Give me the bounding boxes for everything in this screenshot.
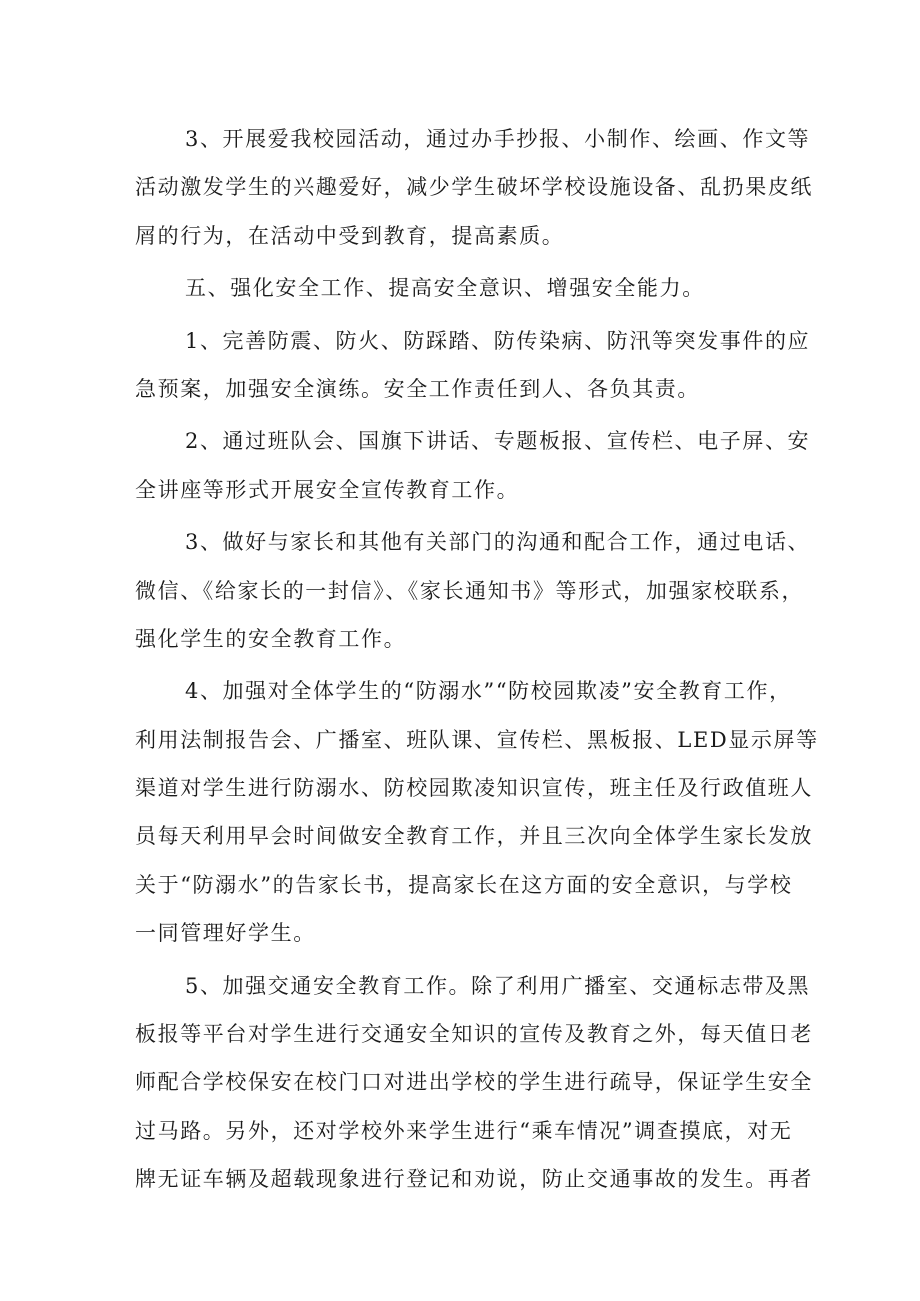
text-line: 利用法制报告会、广播室、班队课、宣传栏、黑板报、LED显示屏等 (135, 727, 819, 752)
text-line: 过马路。另外，还对学校外来学生进行“乘车情况”调查摸底，对无 (135, 1118, 793, 1143)
text-line: 急预案，加强安全演练。安全工作责任到人、各负其责。 (135, 376, 700, 401)
paragraph-item-4 (135, 667, 819, 957)
section-heading-five (135, 264, 795, 312)
paragraph-item-3 (135, 518, 811, 663)
text-line: 关于“防溺水”的告家长书，提高家长在这方面的安全意识，与学校 (135, 872, 793, 897)
paragraph-activities (135, 115, 813, 260)
text-line: 3、做好与家长和其他有关部门的沟通和配合工作，通过电话、 (185, 530, 811, 555)
text-line: 3、开展爱我校园活动，通过办手抄报、小制作、绘画、作文等 (185, 127, 811, 151)
text-line: 屑的行为，在活动中受到教育，提高素质。 (135, 223, 565, 248)
paragraph-item-5 (135, 962, 813, 1204)
text-line: 2、通过班队会、国旗下讲话、专题板报、宣传栏、电子屏、安 (185, 429, 811, 454)
text-line: 强化学生的安全教育工作。 (135, 626, 407, 651)
section-heading-text: 五、强化安全工作、提高安全意识、增强安全能力。 (185, 276, 705, 301)
text-line: 微信、《给家长的一封信》、《家长通知书》等形式，加强家校联系， (135, 578, 805, 603)
text-line: 活动激发学生的兴趣爱好，减少学生破坏学校设施设备、乱扔果皮纸 (135, 175, 813, 200)
text-line: 5、加强交通安全教育工作。除了利用广播室、交通标志带及黑 (185, 973, 811, 998)
text-line: 牌无证车辆及超载现象进行登记和劝说，防止交通事故的发生。再者 (135, 1167, 813, 1192)
text-line: 一同管理好学生。 (135, 921, 316, 946)
text-line: 员每天利用早会时间做安全教育工作，并且三次向全体学生家长发放 (135, 824, 813, 849)
text-line: 板报等平台对学生进行交通安全知识的宣传及教育之外，每天值日老 (135, 1022, 813, 1047)
paragraph-item-1 (135, 317, 811, 414)
paragraph-item-2 (135, 417, 811, 514)
text-line: 渠道对学生进行防溺水、防校园欺凌知识宣传，班主任及行政值班人 (135, 776, 813, 801)
text-line: 4、加强对全体学生的“防溺水”“防校园欺凌”安全教育工作， (185, 679, 792, 704)
text-line: 师配合学校保安在校门口对进出学校的学生进行疏导，保证学生安全 (135, 1070, 813, 1095)
text-line: 1、完善防震、防火、防踩踏、防传染病、防汛等突发事件的应 (185, 328, 811, 353)
text-line: 全讲座等形式开展安全宣传教育工作。 (135, 477, 520, 502)
document-body (135, 115, 819, 1204)
